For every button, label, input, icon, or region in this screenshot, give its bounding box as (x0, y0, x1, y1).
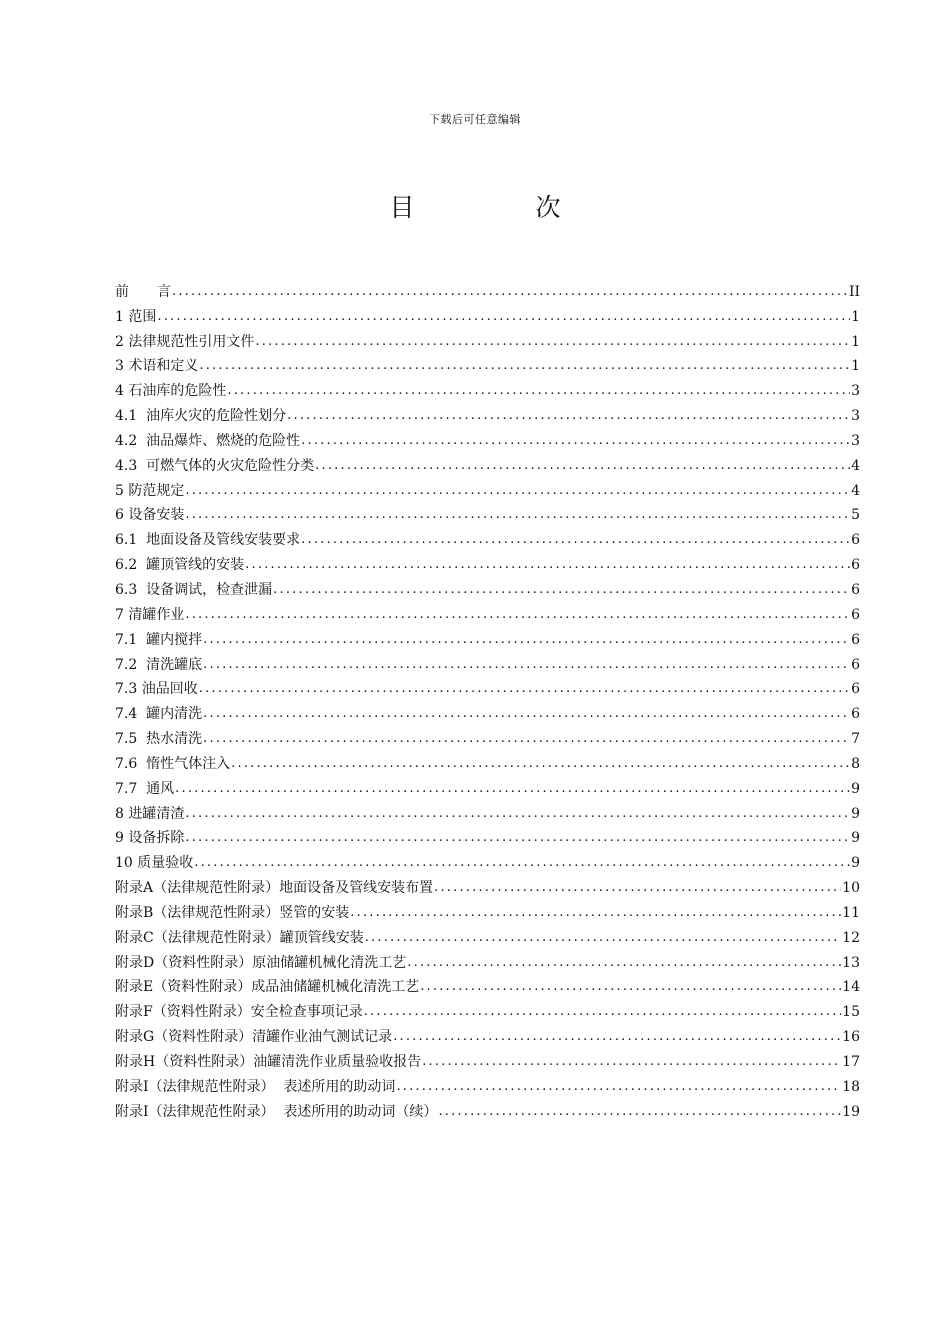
toc-leader-dots (185, 481, 850, 501)
toc-entry-page: 4 (851, 457, 860, 474)
toc-entry[interactable] (115, 724, 860, 749)
toc-entry-label: 1 范围 (115, 308, 157, 325)
toc-entry[interactable] (115, 675, 860, 700)
toc-entry-page: 9 (851, 830, 860, 847)
toc-entry-label: 3 术语和定义 (115, 358, 199, 375)
toc-leader-dots (203, 655, 850, 675)
toc-leader-dots (172, 282, 848, 302)
toc-entry-page: 3 (851, 432, 860, 449)
toc-entry-page: 17 (842, 1054, 860, 1070)
toc-entry-label: 附录H（资料性附录）油罐清洗作业质量验收报告 (115, 1054, 422, 1070)
toc-entry[interactable] (115, 302, 860, 327)
toc-leader-dots (199, 356, 850, 376)
toc-entry[interactable] (115, 575, 860, 600)
toc-leader-dots (203, 704, 850, 724)
toc-entry-page: 6 (851, 581, 860, 598)
toc-entry[interactable] (115, 997, 860, 1022)
header-note: 下载后可任意编辑 (429, 113, 521, 126)
toc-entry[interactable] (115, 650, 860, 675)
toc-leader-dots (350, 903, 841, 923)
toc-entry-page: 19 (842, 1103, 860, 1120)
toc-entry-page: 6 (851, 606, 860, 623)
toc-leader-dots (227, 381, 850, 401)
toc-entry-label: 7.1 罐内搅拌 (115, 631, 203, 648)
toc-entry[interactable] (115, 948, 860, 973)
toc-entry-label: 附录G（资料性附录）清罐作业油气测试记录 (115, 1029, 393, 1046)
toc-leader-dots (199, 679, 850, 699)
toc-entry-label: 7.5 热水清洗 (115, 731, 203, 748)
toc-entry-page: 1 (851, 333, 860, 350)
toc-entry-label: 2 法律规范性引用文件 (115, 333, 255, 350)
toc-entry[interactable] (115, 824, 860, 849)
toc-entry-label: 7.2 清洗罐底 (115, 656, 203, 673)
toc-leader-dots (185, 605, 850, 625)
toc-entry-page: II (848, 283, 860, 300)
toc-entry[interactable] (115, 1047, 860, 1072)
toc-leader-dots (365, 928, 841, 948)
toc-entry-label: 4.1 油库火灾的危险性划分 (115, 408, 287, 425)
toc-entry-label: 7 清罐作业 (115, 606, 185, 623)
toc-entry-page: 6 (851, 557, 860, 574)
table-of-contents (115, 277, 860, 1122)
toc-entry[interactable] (115, 525, 860, 550)
toc-entry[interactable] (115, 501, 860, 526)
toc-entry-label: 附录A（法律规范性附录）地面设备及管线安装布置 (115, 880, 434, 897)
toc-leader-dots (434, 878, 841, 898)
toc-entry[interactable] (115, 1072, 860, 1097)
toc-leader-dots (301, 530, 850, 550)
toc-entry-page: 7 (851, 731, 860, 748)
toc-leader-dots (420, 977, 841, 997)
toc-entry-label: 4 石油库的危险性 (115, 383, 227, 400)
toc-leader-dots (422, 1052, 841, 1072)
toc-entry-label: 7.7 通风 (115, 780, 175, 797)
toc-entry[interactable] (115, 426, 860, 451)
toc-leader-dots (203, 729, 850, 749)
toc-leader-dots (364, 1002, 841, 1022)
toc-entry[interactable] (115, 923, 860, 948)
toc-entry-page: 9 (851, 780, 860, 797)
toc-entry-label: 4.3 可燃气体的火灾危险性分类 (115, 457, 315, 474)
toc-entry-label: 6 设备安装 (115, 507, 185, 524)
toc-entry[interactable] (115, 1022, 860, 1047)
toc-entry-page: 15 (842, 1004, 860, 1021)
toc-entry[interactable] (115, 625, 860, 650)
toc-entry[interactable] (115, 476, 860, 501)
toc-leader-dots (194, 853, 850, 873)
toc-entry-page: 10 (842, 880, 860, 897)
toc-entry-label: 7.4 罐内清洗 (115, 706, 203, 723)
toc-entry-page: 14 (842, 979, 860, 996)
toc-entry-label: 附录I（法律规范性附录） 表述所用的助动词（续） (115, 1103, 438, 1120)
toc-entry[interactable] (115, 848, 860, 873)
toc-entry-page: 11 (842, 904, 860, 921)
toc-entry-page: 12 (842, 929, 860, 946)
toc-entry-label: 6.2 罐顶管线的安装 (115, 557, 245, 574)
toc-entry[interactable] (115, 1097, 860, 1122)
toc-entry-label: 前 言 (115, 283, 171, 300)
toc-entry-label: 9 设备拆除 (115, 830, 185, 847)
toc-entry-page: 5 (851, 507, 860, 524)
toc-entry-page: 9 (851, 855, 860, 872)
toc-leader-dots (231, 754, 850, 774)
toc-entry-label: 附录B（法律规范性附录）竖管的安装 (115, 904, 350, 921)
toc-entry[interactable] (115, 277, 860, 302)
toc-entry-page: 3 (851, 383, 860, 400)
toc-leader-dots (175, 779, 850, 799)
toc-entry-label: 附录E（资料性附录）成品油储罐机械化清洗工艺 (115, 979, 420, 996)
toc-leader-dots (393, 1027, 841, 1047)
toc-entry-page: 16 (842, 1029, 860, 1046)
toc-leader-dots (407, 953, 841, 973)
toc-entry[interactable] (115, 376, 860, 401)
toc-entry-label: 附录C（法律规范性附录）罐顶管线安装 (115, 929, 364, 946)
toc-entry-label: 附录F（资料性附录）安全检查事项记录 (115, 1004, 363, 1021)
toc-entry-page: 9 (851, 805, 860, 822)
toc-entry-page: 18 (842, 1078, 860, 1095)
toc-entry-label: 10 质量验收 (115, 855, 194, 872)
toc-leader-dots (185, 505, 850, 525)
toc-entry-label: 8 进罐清渣 (115, 805, 185, 822)
toc-entry[interactable] (115, 600, 860, 625)
toc-entry-label: 5 防范规定 (115, 482, 185, 499)
toc-entry-page: 1 (851, 308, 860, 325)
toc-entry-page: 13 (842, 954, 860, 971)
toc-leader-dots (255, 332, 850, 352)
toc-entry[interactable] (115, 352, 860, 377)
toc-leader-dots (185, 804, 850, 824)
toc-entry-page: 6 (851, 656, 860, 673)
toc-entry[interactable] (115, 973, 860, 998)
toc-leader-dots (438, 1102, 841, 1122)
toc-leader-dots (245, 555, 850, 575)
toc-leader-dots (301, 431, 850, 451)
toc-entry-page: 6 (851, 706, 860, 723)
toc-entry-label: 7.3 油品回收 (115, 681, 198, 698)
toc-entry-label: 7.6 惰性气体注入 (115, 755, 231, 772)
page-title: 目 次 (389, 193, 609, 222)
toc-leader-dots (157, 307, 850, 327)
toc-entry-label: 6.1 地面设备及管线安装要求 (115, 532, 301, 549)
toc-entry[interactable] (115, 699, 860, 724)
toc-entry[interactable] (115, 749, 860, 774)
toc-entry-page: 6 (851, 532, 860, 549)
toc-entry[interactable] (115, 898, 860, 923)
toc-entry-label: 附录D（资料性附录）原油储罐机械化清洗工艺 (115, 954, 407, 971)
toc-entry-label: 附录I（法律规范性附录） 表述所用的助动词 (115, 1078, 396, 1095)
toc-entry-page: 3 (851, 408, 860, 425)
toc-entry-page: 1 (851, 358, 860, 375)
toc-entry[interactable] (115, 799, 860, 824)
toc-leader-dots (203, 630, 850, 650)
toc-leader-dots (396, 1077, 841, 1097)
toc-leader-dots (185, 828, 850, 848)
toc-entry[interactable] (115, 873, 860, 898)
toc-entry-page: 8 (851, 755, 860, 772)
toc-entry[interactable] (115, 774, 860, 799)
toc-entry-page: 6 (851, 631, 860, 648)
toc-entry-page: 6 (851, 681, 860, 698)
toc-entry-label: 4.2 油品爆炸、燃烧的危险性 (115, 432, 301, 449)
toc-leader-dots (287, 406, 850, 426)
toc-entry[interactable] (115, 550, 860, 575)
toc-entry[interactable] (115, 327, 860, 352)
toc-entry-page: 4 (851, 482, 860, 499)
toc-leader-dots (315, 456, 850, 476)
toc-entry[interactable] (115, 451, 860, 476)
toc-entry[interactable] (115, 401, 860, 426)
toc-entry-label: 6.3 设备调试，检查泄漏 (115, 581, 273, 598)
toc-leader-dots (273, 580, 850, 600)
